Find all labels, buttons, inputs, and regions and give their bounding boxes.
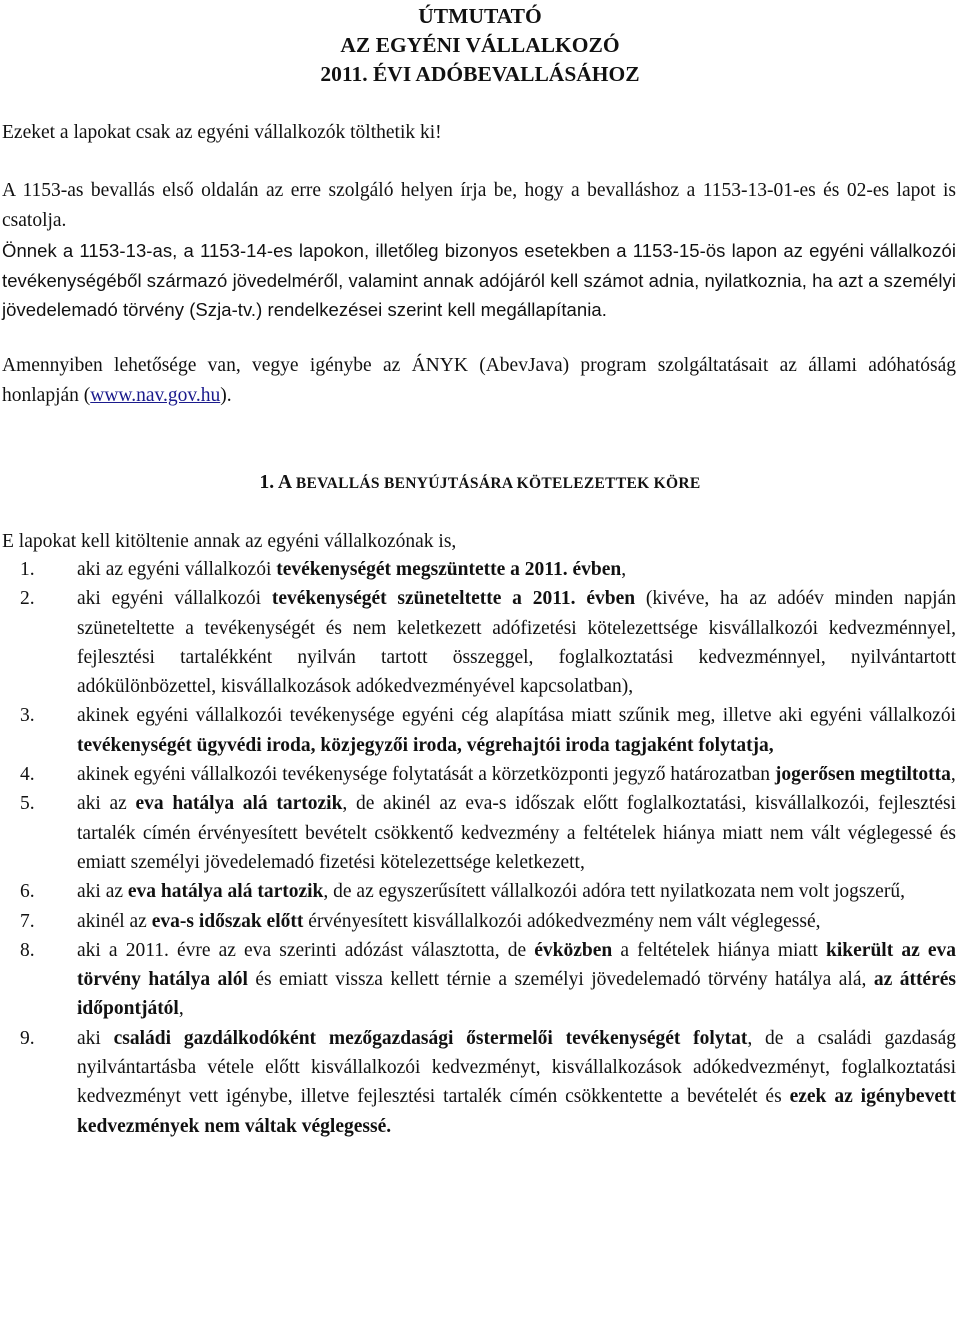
intro-anyk-recommendation (2, 351, 956, 410)
list-item (0, 1024, 960, 1141)
list-item-text: aki (77, 1027, 114, 1049)
list-item-emphasis: eva hatálya alá tartozik (127, 881, 324, 903)
title-line-3: 2011. ÉVI ADÓBEVALLÁSÁHOZ (320, 62, 640, 86)
list-item-emphasis: eva hatálya alá tartozik (135, 793, 343, 815)
list-item-emphasis: eva-s időszak előtt (151, 910, 304, 932)
section-number: 1. (259, 472, 275, 493)
title-line-2: AZ EGYÉNI VÁLLALKOZÓ (340, 33, 620, 57)
list-item-emphasis: családi gazdálkodóként mezőgazdasági őstermelői tevékenységét folytat (113, 1027, 748, 1049)
list-item (0, 907, 960, 936)
list-item-emphasis: kikerült az eva törvény hatálya alól (77, 939, 956, 991)
document-title (0, 2, 960, 89)
list-item (0, 701, 960, 760)
list-item (0, 789, 960, 877)
section-1-heading (0, 468, 960, 498)
title-line-1: ÚTMUTATÓ (418, 4, 542, 28)
list-item-text: aki egyéni vállalkozói (77, 588, 272, 610)
obligated-persons-list (0, 555, 960, 1141)
list-item-emphasis: ezek az igénybevett kedvezmények nem váltak véglegessé. (77, 1086, 956, 1137)
intro-attachment-instruction: A 1153-as bevallás első oldalán az erre szolgáló helyen írja be, hogy a bevalláshoz a 1153-13-01-es és 02-es lapot is csatolja. (2, 180, 956, 231)
list-item-emphasis: évközben (534, 939, 613, 961)
list-item-emphasis: tevékenységét ügyvédi iroda, közjegyzői iroda, végrehajtói iroda tagjaként folytatja, (77, 734, 774, 756)
list-item (0, 555, 960, 584)
list-item-text: aki az egyéni vállalkozói (77, 559, 277, 580)
list-item-text: érvényesített kisvállalkozói adókedvezmény nem vált véglegessé, (303, 910, 821, 932)
list-item-number: 3. (20, 705, 35, 727)
list-item-text: aki az (77, 881, 128, 903)
list-item-number: 7. (20, 910, 35, 932)
list-item-number: 6. (20, 881, 35, 903)
list-item-text: , (621, 559, 627, 580)
list-item-number: 1. (20, 559, 35, 580)
list-item-text: aki az (77, 793, 136, 815)
list-item-text: és emiatt vissza kellett térnie a személyi jövedelemadó törvény hatálya alá, (247, 969, 874, 991)
list-item-number: 2. (20, 588, 35, 610)
list-item-text: , de akinél az eva-s időszak előtt foglalkoztatási, kisvállalkozói, fejlesztési tartalék címén érvényesített bevételt csökkentő kedvezmény a feltételek hiánya miatt nem vált véglegessé és emiatt személyi jövedelemadó fizetési kötelezettsége keletkezett, (77, 793, 957, 873)
list-item-emphasis: az áttérés időpontjától (77, 969, 956, 1020)
list-item-emphasis: jogerősen megtiltotta (774, 764, 951, 786)
intro-anyk-text: Amennyiben lehetősége van, vegye igénybe az ÁNYK (AbevJava) program szolgáltatásait az állami adóhatóság honlapján ( (2, 355, 956, 406)
intro-notice: Ezeket a lapokat csak az egyéni vállalkozók tölthetik ki! (2, 122, 442, 143)
list-item (0, 877, 960, 906)
list-item-number: 8. (20, 939, 35, 961)
list-item-text: akinek egyéni vállalkozói tevékenysége egyéni cég alapítása miatt szűnik meg, illetve aki egyéni vállalkozói (77, 705, 956, 727)
list-item-text: , de a családi gazdaság nyilvántartásba vétele előtt kisvállalkozói kedvezményt, kisvállalkozások adókedvezményt, foglalkoztatási kedvezményt vett igénybe, illetve fejlesztési tartalék címén csökkentette a bevételét és (77, 1027, 956, 1108)
section-heading-text: BEVALLÁS BENYÚJTÁSÁRA KÖTELEZETTEK KÖRE (295, 475, 701, 492)
list-item-text: , (950, 764, 956, 786)
list-item-emphasis: tevékenységét megszüntette a 2011. évben (276, 559, 622, 580)
nav-website-link[interactable]: www.nav.gov.hu (90, 384, 221, 406)
list-item (0, 760, 960, 789)
list-item-text: akinél az (77, 910, 152, 932)
list-item-text: a feltételek hiánya miatt (612, 939, 827, 961)
list-item-text: aki a 2011. évre az eva szerinti adózást választotta, de (77, 939, 535, 961)
list-item-number: 9. (20, 1027, 35, 1049)
list-item-emphasis: tevékenységét szüneteltette a 2011. évben (271, 588, 636, 610)
list-item-number: 5. (20, 793, 35, 815)
list-item (0, 936, 960, 1024)
section-1-lead: E lapokat kell kitöltenie annak az egyéni vállalkozónak is, (2, 531, 457, 552)
intro-anyk-closing: ). (220, 384, 232, 406)
list-item-text: (kivéve, ha az adóév minden napján szüneteltette a tevékenységét és nem keletkezett adófizetési kötelezettsége kisvállalkozói kedvezménnyel, fejlesztési tartalékként nyilván tartott összeggel, foglalkoztatási kedvezménnyel, nyilvántartott adókülönbözettel, kisvállalkozások adókedvezményével kapcsolatban), (77, 588, 956, 698)
list-item-number: 4. (20, 764, 35, 786)
list-item (0, 584, 960, 701)
section-heading-initial: A (277, 472, 291, 493)
intro-reporting-obligation: Önnek a 1153-13-as, a 1153-14-es lapokon, illetőleg bizonyos esetekben a 1153-15-ös lapon az egyéni vállalkozói tevékenységéből származó jövedelméről, valamint annak adójáról kell számot adnia, nyilatkoznia, ha azt a személyi jövedelemadó törvény (Szja-tv.) rendelkezései szerint kell megállapítania. (2, 240, 956, 320)
list-item-text: , (178, 998, 184, 1020)
list-item-text: akinek egyéni vállalkozói tevékenysége folytatását a körzetközponti jegyző határozatban (77, 764, 775, 786)
list-item-text: , de az egyszerűsített vállalkozói adóra tett nyilatkozata nem volt jogszerű, (323, 881, 905, 903)
